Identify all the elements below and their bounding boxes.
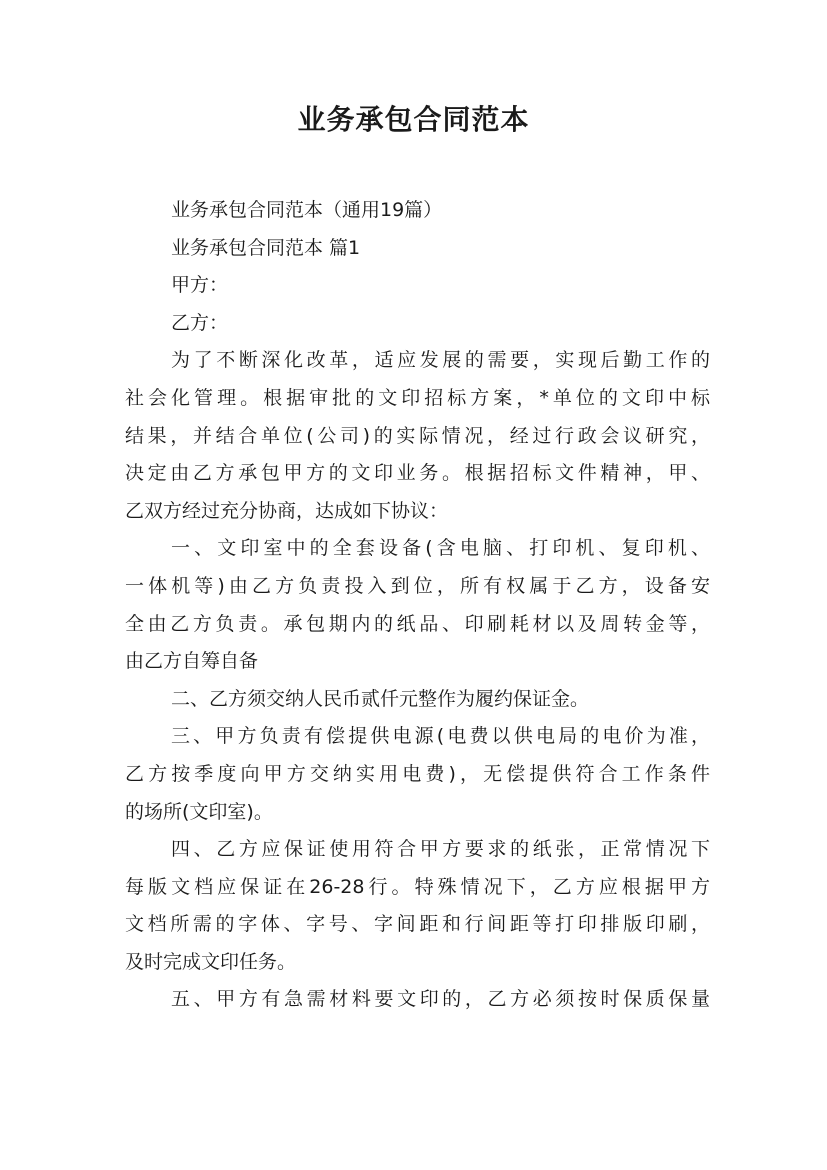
document-title: 业务承包合同范本 <box>297 103 530 136</box>
clause-line: 的场所(文印室)。 <box>125 800 273 823</box>
document-body <box>125 192 710 1019</box>
clause-line: 乙方按季度向甲方交纳实用电费)，无偿提供符合工作条件 <box>125 762 710 785</box>
paragraph-line: 决定由乙方承包甲方的文印业务。根据招标文件精神，甲、 <box>125 462 710 485</box>
paragraph-line: 乙双方经过充分协商，达成如下协议： <box>125 499 449 522</box>
clause-line: 每版文档应保证在26-28行。特殊情况下，乙方应根据甲方 <box>125 875 710 898</box>
clause-line: 一体机等)由乙方负责投入到位，所有权属于乙方，设备安 <box>125 574 710 597</box>
clause-line: 三、甲方负责有偿提供电源(电费以供电局的电价为准， <box>171 725 710 748</box>
clause-line: 文档所需的字体、字号、字间距和行间距等打印排版印刷， <box>125 913 710 936</box>
paragraph-line: 结果，并结合单位(公司)的实际情况，经过行政会议研究， <box>125 424 710 447</box>
paragraph-line: 社会化管理。根据审批的文印招标方案，*单位的文印中标 <box>125 386 710 409</box>
party-b-line: 乙方： <box>171 311 229 334</box>
clause-line: 五、甲方有急需材料要文印的，乙方必须按时保质保量 <box>171 988 710 1011</box>
clause-line: 四、乙方应保证使用符合甲方要求的纸张，正常情况下 <box>171 838 710 861</box>
section-heading: 业务承包合同范本 篇1 <box>171 236 361 259</box>
paragraph-line: 为了不断深化改革，适应发展的需要，实现后勤工作的 <box>171 349 710 372</box>
party-a-line: 甲方： <box>171 274 229 297</box>
clause-line: 及时完成文印任务。 <box>125 950 297 973</box>
clause-line: 全由乙方负责。承包期内的纸品、印刷耗材以及周转金等， <box>125 612 710 635</box>
subtitle-line: 业务承包合同范本（通用19篇） <box>171 199 443 221</box>
clause-line: 二、乙方须交纳人民币贰仟元整作为履约保证金。 <box>171 687 590 710</box>
clause-line: 由乙方自筹自备 <box>125 650 259 673</box>
clause-line: 一、文印室中的全套设备(含电脑、打印机、复印机、 <box>171 537 710 560</box>
